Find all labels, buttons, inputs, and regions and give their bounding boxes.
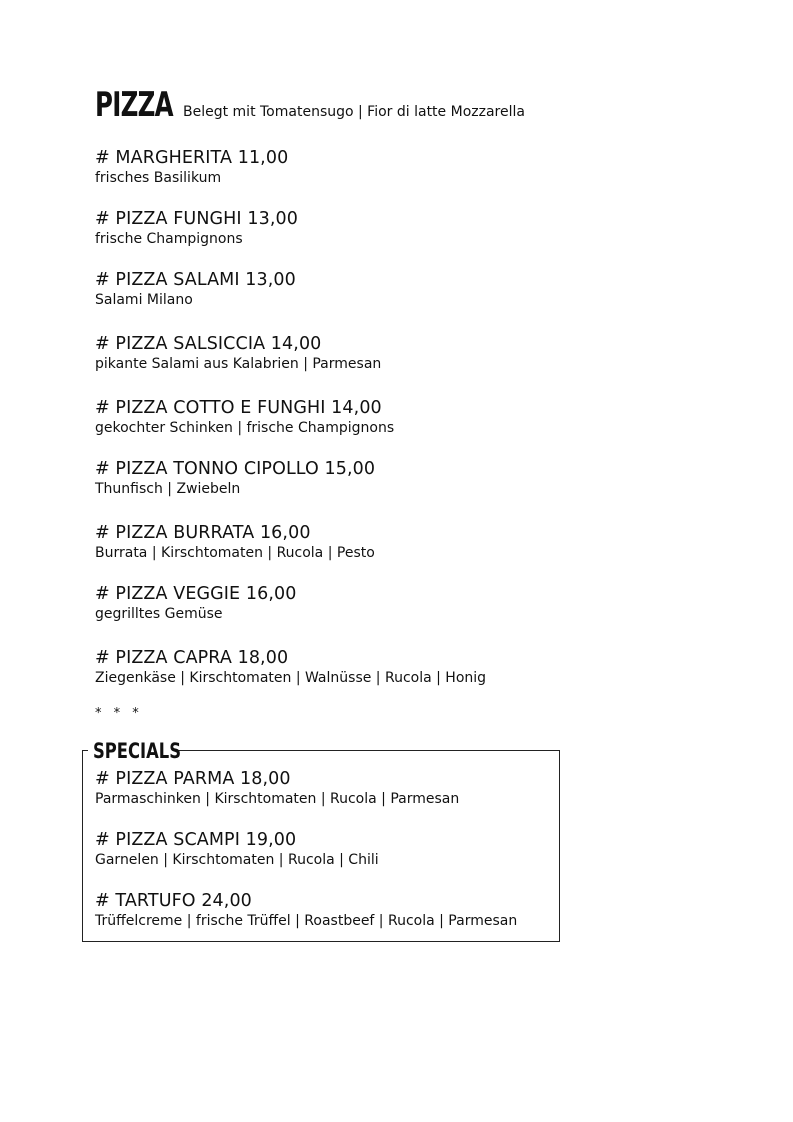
section-separator: * * * [95, 706, 143, 721]
specials-item-tartufo [95, 891, 517, 931]
menu-item-description: Garnelen | Kirschtomaten | Rucola | Chili [95, 852, 379, 868]
menu-item-name: # PIZZA SALSICCIA 14,00 [95, 334, 322, 354]
menu-item-description: frisches Basilikum [95, 170, 222, 186]
menu-item-description: Thunfisch | Zwiebeln [95, 481, 241, 497]
menu-item-tonno-cipollo [95, 459, 375, 499]
menu-item-margherita [95, 148, 288, 188]
menu-item-description: frische Champignons [95, 231, 243, 247]
menu-item-salami [95, 270, 296, 310]
menu-item-description: Salami Milano [95, 292, 193, 308]
menu-item-name: # PIZZA BURRATA 16,00 [95, 523, 311, 543]
page-subtitle: Belegt mit Tomatensugo | Fior di latte Mozzarella [183, 104, 525, 120]
menu-item-description: Burrata | Kirschtomaten | Rucola | Pesto [95, 545, 375, 561]
menu-item-name: # PIZZA FUNGHI 13,00 [95, 209, 298, 229]
specials-title-text: SPECIALS [93, 739, 182, 763]
page-title: PIZZA [95, 85, 173, 125]
menu-item-name: # PIZZA SCAMPI 19,00 [95, 830, 297, 850]
menu-item-name: # MARGHERITA 11,00 [95, 148, 289, 168]
menu-item-veggie [95, 584, 296, 624]
menu-item-description: gekochter Schinken | frische Champignons [95, 420, 395, 436]
menu-item-name: # PIZZA TONNO CIPOLLO 15,00 [95, 459, 376, 479]
menu-item-name: # PIZZA COTTO E FUNGHI 14,00 [95, 398, 382, 418]
menu-item-name: # PIZZA PARMA 18,00 [95, 769, 291, 789]
menu-item-capra [95, 648, 486, 688]
menu-header [95, 85, 525, 125]
menu-item-salsiccia [95, 334, 381, 374]
menu-item-funghi [95, 209, 298, 249]
menu-item-description: Parmaschinken | Kirschtomaten | Rucola | Parmesan [95, 791, 460, 807]
menu-item-description: Trüffelcreme | frische Trüffel | Roastbeef | Rucola | Parmesan [95, 913, 518, 929]
menu-item-cotto-e-funghi [95, 398, 394, 438]
menu-item-description: pikante Salami aus Kalabrien | Parmesan [95, 356, 382, 372]
menu-item-description: gegrilltes Gemüse [95, 606, 223, 622]
menu-item-name: # TARTUFO 24,00 [95, 891, 252, 911]
specials-item-parma [95, 769, 459, 809]
menu-item-name: # PIZZA SALAMI 13,00 [95, 270, 296, 290]
menu-item-description: Ziegenkäse | Kirschtomaten | Walnüsse | Rucola | Honig [95, 670, 487, 686]
specials-title [88, 738, 182, 764]
menu-item-burrata [95, 523, 375, 563]
menu-item-name: # PIZZA CAPRA 18,00 [95, 648, 289, 668]
menu-item-name: # PIZZA VEGGIE 16,00 [95, 584, 297, 604]
specials-item-scampi [95, 830, 379, 870]
